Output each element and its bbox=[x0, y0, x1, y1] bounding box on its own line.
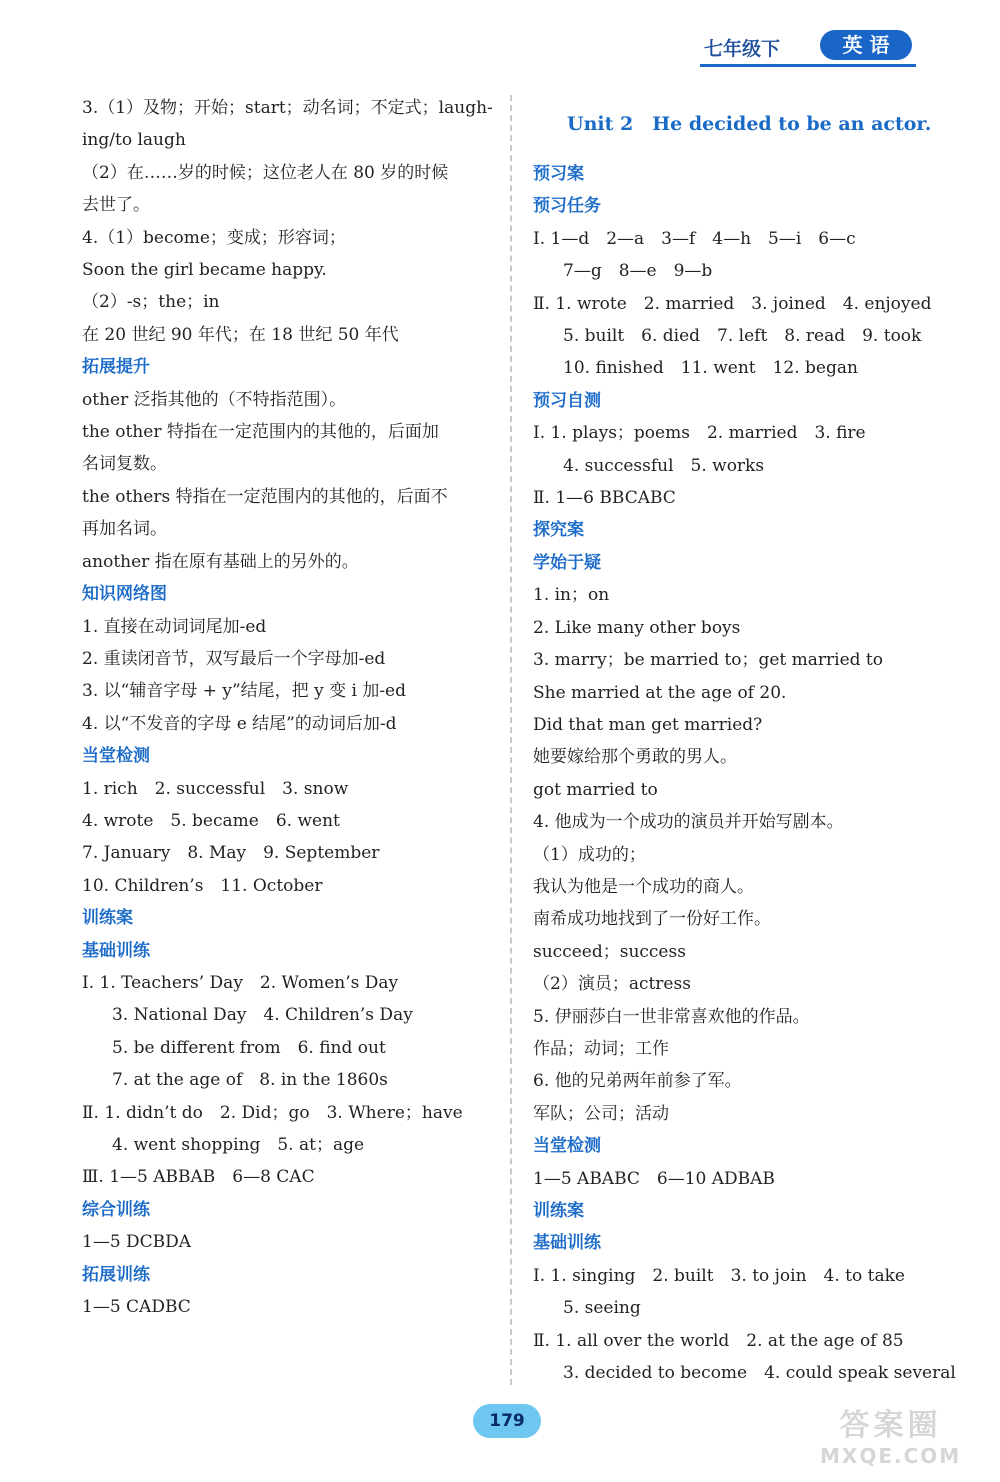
answer-line: succeed；success bbox=[533, 941, 686, 962]
answer-line: Ⅱ. 1—6 BBCABC bbox=[533, 488, 676, 509]
answer-line: 1. 直接在动词词尾加-ed bbox=[82, 616, 267, 637]
answer-line: 3. decided to become 4. could speak several bbox=[563, 1363, 956, 1384]
section-heading: 综合训练 bbox=[82, 1199, 150, 1220]
section-heading: 当堂检测 bbox=[533, 1136, 601, 1157]
answer-line: （2）演员；actress bbox=[533, 974, 691, 995]
right-column bbox=[533, 108, 956, 1389]
answer-line: another 指在原有基础上的另外的。 bbox=[82, 551, 359, 572]
answer-line: She married at the age of 20. bbox=[533, 682, 787, 703]
answer-line: 她要嫁给那个勇敢的男人。 bbox=[533, 747, 737, 768]
answer-line: other 泛指其他的（不特指范围）。 bbox=[82, 389, 347, 410]
answer-line: 3. 以“辅音字母 + y”结尾，把 y 变 i 加-ed bbox=[82, 681, 407, 702]
answer-line: 3. marry；be married to；get married to bbox=[533, 650, 883, 671]
answer-line: 1—5 CADBC bbox=[82, 1297, 191, 1318]
answer-line: Ⅰ. 1. singing 2. built 3. to join 4. to take bbox=[533, 1265, 905, 1286]
answer-line: 作品；动词；工作 bbox=[533, 1038, 669, 1059]
answer-line: 5. 伊丽莎白一世非常喜欢他的作品。 bbox=[533, 1006, 810, 1027]
watermark-line2: MXQE.COM bbox=[820, 1444, 962, 1468]
answer-line: 军队；公司；活动 bbox=[533, 1103, 669, 1124]
answer-line: Ⅲ. 1—5 ABBAB 6—8 CAC bbox=[82, 1167, 315, 1188]
answer-line: 7. at the age of 8. in the 1860s bbox=[112, 1070, 388, 1091]
answer-line: 10. finished 11. went 12. began bbox=[563, 358, 858, 379]
header-rule bbox=[700, 64, 916, 67]
answer-line: （1）成功的； bbox=[533, 844, 646, 865]
answer-line: （2）在……岁的时候；这位老人在 80 岁的时候 bbox=[82, 162, 449, 183]
answer-line: （2）-s；the；in bbox=[82, 292, 220, 313]
answer-line: Ⅰ. 1. Teachers’ Day 2. Women’s Day bbox=[82, 972, 399, 993]
right-column-lines bbox=[533, 158, 956, 1389]
section-heading: 当堂检测 bbox=[82, 746, 150, 767]
watermark-logo bbox=[820, 1400, 961, 1468]
section-heading: 拓展提升 bbox=[82, 357, 150, 378]
subject-badge: 英 语 bbox=[820, 30, 912, 60]
answer-line: 10. Children’s 11. October bbox=[82, 875, 323, 896]
answer-line: 名词复数。 bbox=[82, 454, 167, 475]
column-divider bbox=[510, 95, 512, 1385]
answer-line: Soon the girl became happy. bbox=[82, 260, 327, 281]
section-heading: 知识网络图 bbox=[82, 584, 167, 605]
answer-line: Ⅰ. 1. plays；poems 2. married 3. fire bbox=[533, 423, 866, 444]
answer-line: 7. January 8. May 9. September bbox=[82, 843, 380, 864]
answer-line: 3. National Day 4. Children’s Day bbox=[112, 1005, 413, 1026]
answer-line: 5. built 6. died 7. left 8. read 9. took bbox=[563, 326, 922, 347]
section-heading: 训练案 bbox=[82, 908, 133, 929]
answer-line: 1. in；on bbox=[533, 585, 610, 606]
watermark-line1: 答案圈 bbox=[839, 1408, 942, 1443]
section-heading: 预习任务 bbox=[533, 196, 601, 217]
grade-label: 七年级下 bbox=[704, 38, 781, 60]
answer-line: the other 特指在一定范围内的其他的，后面加 bbox=[82, 422, 439, 443]
answer-line: 南希成功地找到了一份好工作。 bbox=[533, 909, 771, 930]
answer-line: Did that man get married? bbox=[533, 714, 763, 735]
answer-line: 4. wrote 5. became 6. went bbox=[82, 810, 340, 831]
answer-line: 4.（1）become；变成；形容词； bbox=[82, 227, 346, 248]
section-heading: 预习案 bbox=[533, 164, 584, 184]
answer-line: 1—5 ABABC 6—10 ADBAB bbox=[533, 1168, 775, 1189]
section-heading: 预习自测 bbox=[533, 390, 601, 411]
answer-line: 在 20 世纪 90 年代；在 18 世纪 50 年代 bbox=[82, 324, 399, 345]
answer-line: 4. 以“不发音的字母 e 结尾”的动词后加-d bbox=[82, 713, 397, 734]
section-heading: 基础训练 bbox=[82, 940, 150, 961]
answer-line: 4. 他成为一个成功的演员并开始写剧本。 bbox=[533, 812, 844, 833]
section-heading: 探究案 bbox=[533, 520, 584, 541]
section-heading: 学始于疑 bbox=[533, 552, 601, 573]
answer-line: got married to bbox=[533, 779, 658, 800]
answer-line: 4. successful 5. works bbox=[563, 455, 765, 476]
answer-line: Ⅰ. 1—d 2—a 3—f 4—h 5—i 6—c bbox=[533, 228, 856, 249]
section-heading: 训练案 bbox=[533, 1201, 584, 1221]
answer-line: Ⅱ. 1. wrote 2. married 3. joined 4. enjoyed bbox=[533, 293, 932, 314]
answer-line: 5. seeing bbox=[563, 1298, 641, 1319]
answer-line: 2. 重读闭音节，双写最后一个字母加-ed bbox=[82, 648, 386, 669]
answer-line: 1—5 DCBDA bbox=[82, 1232, 192, 1253]
answer-line: the others 特指在一定范围内的其他的，后面不 bbox=[82, 486, 448, 507]
answer-line: 6. 他的兄弟两年前参了军。 bbox=[533, 1071, 742, 1092]
section-heading: 基础训练 bbox=[533, 1233, 601, 1254]
answer-line: 1. rich 2. successful 3. snow bbox=[82, 778, 349, 799]
answer-line: 5. be different from 6. find out bbox=[112, 1037, 386, 1058]
unit-title: Unit 2 He decided to be an actor. bbox=[567, 113, 932, 135]
answer-line: 2. Like many other boys bbox=[533, 617, 741, 638]
answer-line: 去世了。 bbox=[82, 195, 150, 216]
answer-line: 7—g 8—e 9—b bbox=[563, 261, 713, 282]
answer-line: Ⅱ. 1. all over the world 2. at the age of 85 bbox=[533, 1330, 904, 1351]
answer-line: 再加名词。 bbox=[82, 519, 167, 540]
answer-line: 我认为他是一个成功的商人。 bbox=[533, 876, 754, 897]
left-column bbox=[82, 92, 493, 1323]
answer-line: ing/to laugh bbox=[82, 130, 186, 151]
page-header bbox=[700, 30, 916, 72]
answer-line: Ⅱ. 1. didn’t do 2. Did；go 3. Where；have bbox=[82, 1102, 463, 1123]
section-heading: 拓展训练 bbox=[82, 1264, 150, 1285]
page-number: 179 bbox=[473, 1404, 541, 1438]
answer-line: 3.（1）及物；开始；start；动名词；不定式；laugh- bbox=[82, 98, 493, 118]
answer-line: 4. went shopping 5. at；age bbox=[112, 1135, 365, 1155]
